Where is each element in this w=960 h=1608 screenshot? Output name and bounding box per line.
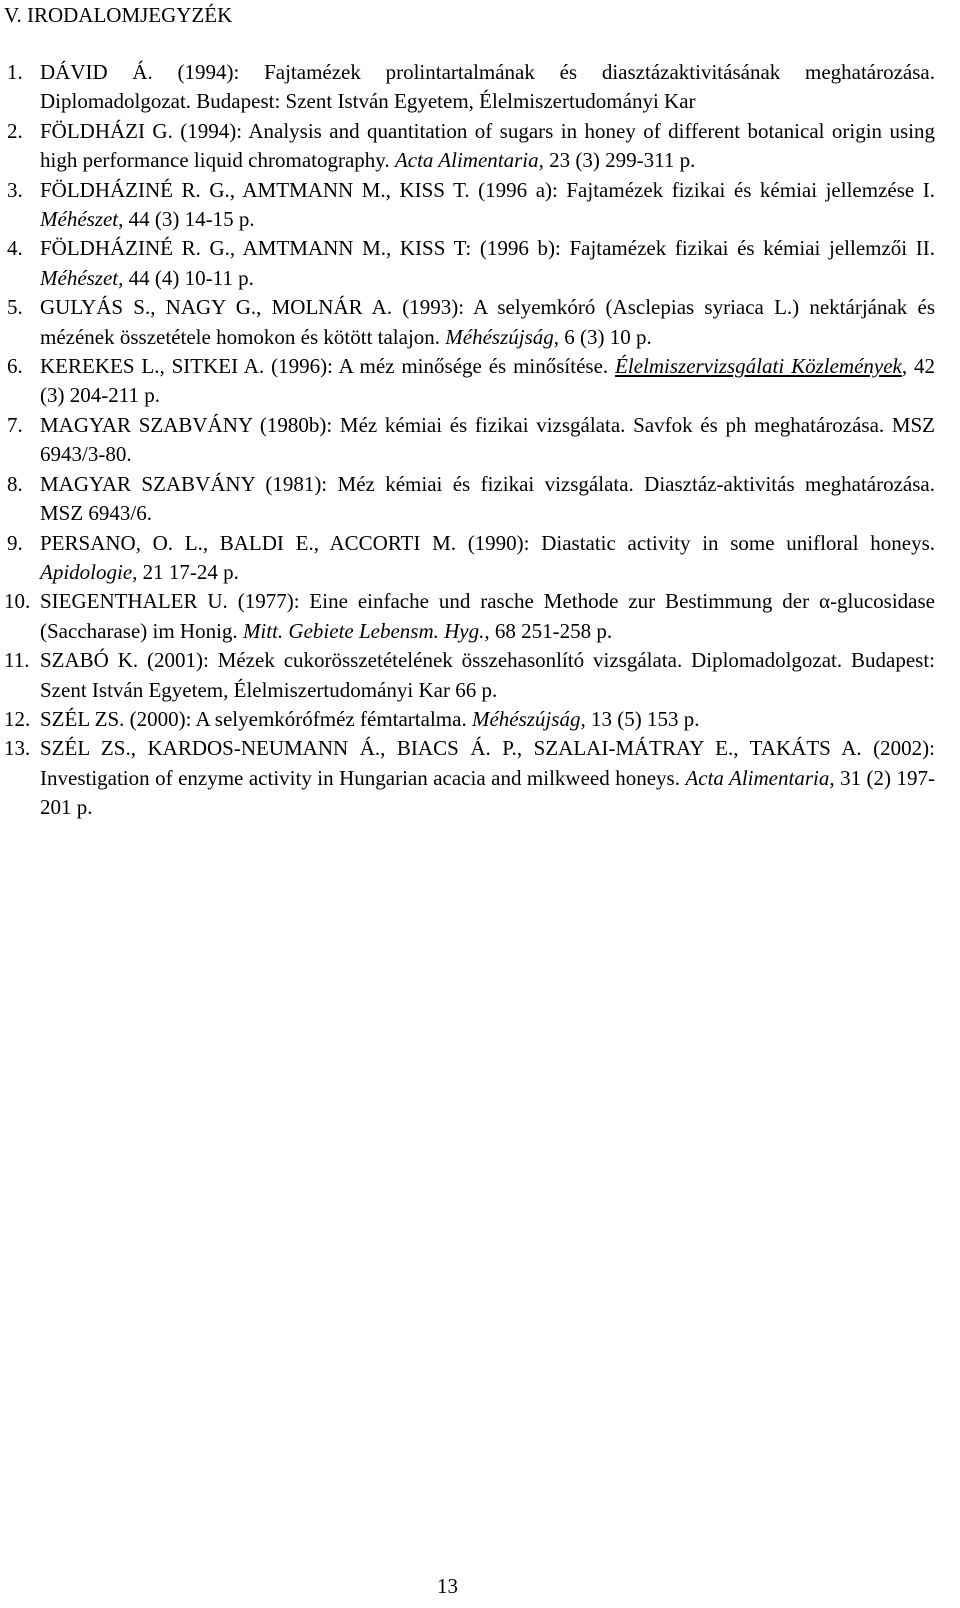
reference-number: 12. xyxy=(4,706,31,731)
reference-details: 21 17-24 p. xyxy=(137,559,239,584)
reference-number: 6. xyxy=(7,354,23,379)
reference-number: 8. xyxy=(7,471,23,496)
reference-item xyxy=(7,293,935,352)
reference-number: 3. xyxy=(7,177,23,202)
page-number: 13 xyxy=(437,1574,458,1598)
reference-number: 4. xyxy=(7,236,23,261)
reference-number: 5. xyxy=(7,295,23,320)
reference-list xyxy=(4,58,935,823)
reference-number: 1. xyxy=(7,60,23,84)
reference-item xyxy=(7,117,935,176)
reference-text: FÖLDHÁZINÉ R. G., AMTMANN M., KISS T. (1996 a): Fajtamézek fizikai és kémiai jellemzése I. xyxy=(40,177,935,202)
reference-text: GULYÁS S., NAGY G., MOLNÁR A. (1993): A selyemkóró (Asclepias syriaca L.) nektárjának és mézének összetétele homokon és kötött talajon. xyxy=(40,295,935,349)
section-heading: V. IRODALOMJEGYZÉK xyxy=(4,3,233,27)
reference-text: FÖLDHÁZINÉ R. G., AMTMANN M., KISS T: (1996 b): Fajtamézek fizikai és kémiai jellemzői II. xyxy=(40,236,935,261)
reference-text: SZABÓ K. (2001): Mézek cukorösszetételének összehasonlító vizsgálata. Diplomadolgozat. Budapest: Szent István Egyetem, Élelmiszertudományi Kar 66 p. xyxy=(40,648,935,702)
reference-number: 13. xyxy=(4,736,31,761)
reference-number: 11. xyxy=(4,648,30,673)
reference-text: MAGYAR SZABVÁNY (1981): Méz kémiai és fizikai vizsgálata. Diasztáz-aktivitás meghatározása. MSZ 6943/6. xyxy=(40,471,935,526)
reference-item xyxy=(7,352,935,411)
reference-text: SZÉL ZS., KARDOS-NEUMANN Á., BIACS Á. P., SZALAI-MÁTRAY E., TAKÁTS A. (2002): Investigation of enzyme activity in Hungarian acacia and milkweed honeys. xyxy=(40,736,935,790)
journal-title: Méhészújság, xyxy=(471,706,586,731)
reference-text: MAGYAR SZABVÁNY (1980b): Méz kémiai és fizikai vizsgálata. Savfok és ph meghatározása. MSZ 6943/3-80. xyxy=(40,412,935,467)
reference-details: , 44 (3) 14-15 p. xyxy=(118,207,255,232)
journal-title: Méhészet xyxy=(40,207,119,232)
reference-details: 44 (4) 10-11 p. xyxy=(123,265,254,290)
reference-item xyxy=(4,705,935,734)
reference-details: 13 (5) 153 p. xyxy=(585,706,700,731)
reference-text: SZÉL ZS. (2000): A selyemkórófméz fémtartalma. xyxy=(40,706,472,731)
journal-title: Acta Alimentaria xyxy=(394,148,539,173)
reference-item xyxy=(7,529,935,588)
journal-title: Élelmiszervizsgálati Közlemények xyxy=(615,354,902,379)
reference-text: DÁVID Á. (1994): Fajtamézek prolintartalmának és diasztázaktivitásának meghatározása. Diplomadolgozat. Budapest: Szent István Egyetem, Élelmiszertudományi Kar xyxy=(40,60,935,114)
reference-item xyxy=(4,587,935,646)
reference-text: KEREKES L., SITKEI A. (1996): A méz minősége és minősítése. xyxy=(40,354,616,379)
reference-number: 7. xyxy=(7,412,23,437)
reference-item xyxy=(7,470,935,529)
reference-item xyxy=(7,176,935,235)
reference-text: PERSANO, O. L., BALDI E., ACCORTI M. (1990): Diastatic activity in some unifloral honeys. xyxy=(40,530,935,555)
reference-item xyxy=(7,58,935,117)
reference-details: 31 (2) 197-201 p. xyxy=(40,765,935,820)
journal-title: Méhészet, xyxy=(40,265,124,290)
reference-item xyxy=(7,234,935,293)
journal-title: Apidologie, xyxy=(40,559,138,584)
reference-text: SIEGENTHALER U. (1977): Eine einfache und rasche Methode zur Bestimmung der α-glucosidase (Saccharase) im Honig. xyxy=(40,589,935,643)
journal-title: Mitt. Gebiete Lebensm. Hyg. xyxy=(242,618,485,643)
reference-text: FÖLDHÁZI G. (1994): Analysis and quantitation of sugars in honey of different botanical origin using high performance liquid chromatography. xyxy=(40,118,935,173)
reference-details: , 42 (3) 204-211 p. xyxy=(40,354,935,408)
reference-number: 2. xyxy=(7,118,23,143)
reference-details: , 68 251-258 p. xyxy=(484,618,613,643)
reference-item xyxy=(7,411,935,470)
reference-number: 10. xyxy=(4,589,31,614)
journal-title: Acta Alimentaria, xyxy=(685,765,835,790)
reference-item xyxy=(4,646,935,705)
journal-title: Méhészújság xyxy=(445,324,554,349)
reference-details: , 6 (3) 10 p. xyxy=(553,324,652,349)
reference-number: 9. xyxy=(7,530,23,555)
reference-item xyxy=(4,734,935,822)
reference-details: , 23 (3) 299-311 p. xyxy=(538,148,696,173)
